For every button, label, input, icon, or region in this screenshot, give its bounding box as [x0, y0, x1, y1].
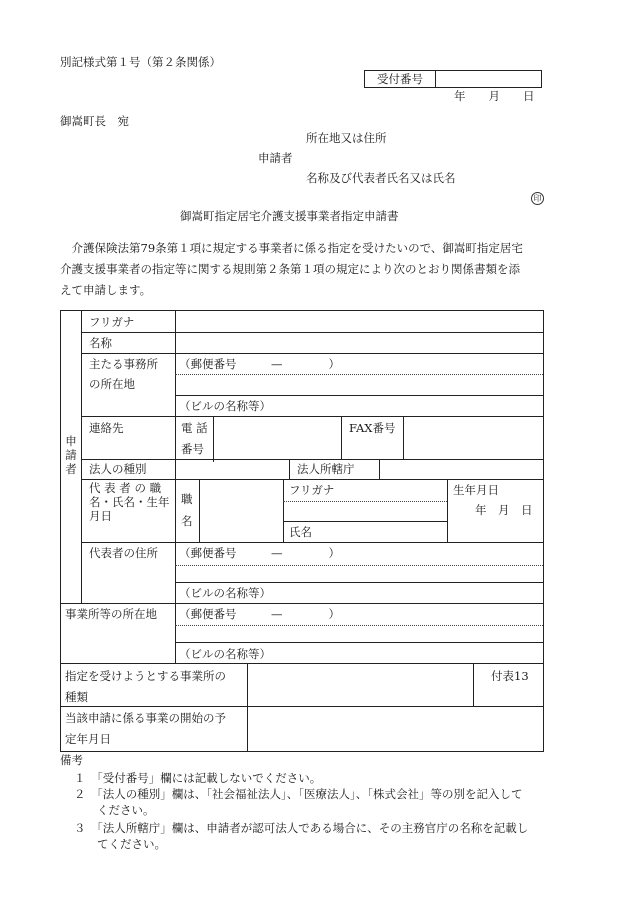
- rep-label-2: 名・氏名・生年: [89, 495, 170, 509]
- tel-label-1: 電 話: [181, 421, 208, 435]
- tel-label-2: 番号: [181, 442, 204, 456]
- post-label-2: 名: [181, 514, 193, 528]
- office-type-label-2: 種類: [65, 690, 88, 704]
- corp-type-label: 法人の種別: [89, 462, 147, 476]
- rep-furigana-label: フリガナ: [289, 483, 335, 497]
- fax-label: FAX番号: [349, 421, 396, 435]
- rep-label-1: 代 表 者 の 職: [89, 481, 162, 495]
- birth-date: 年 月 日: [475, 503, 533, 517]
- main-office-postal: （郵便番号 — ）: [179, 357, 340, 371]
- main-office-label-1: 主たる事務所: [89, 357, 158, 371]
- rep-name-label: 氏名: [289, 525, 312, 539]
- note-item: ください。: [74, 803, 155, 817]
- contact-label: 連絡先: [89, 421, 124, 435]
- intro-line-3: えて申請します。: [60, 283, 152, 297]
- attachment-label: 付表13: [491, 669, 529, 683]
- applicant-label: 申請者: [258, 151, 293, 165]
- start-date-label-2: 定年月日: [65, 732, 111, 746]
- rep-label-3: 月日: [89, 509, 112, 523]
- seal-mark: 印: [531, 192, 544, 205]
- note-item: ３ 「法人所轄庁」欄は、申請者が認可法人である場合に、その主務官庁の名称を記載し: [74, 821, 529, 835]
- form-number: 別記様式第１号（第２条関係）: [60, 55, 221, 69]
- office-location-label: 事業所等の所在地: [65, 607, 157, 621]
- document-title: 御嵩町指定居宅介護支援事業者指定申請書: [180, 209, 399, 223]
- addressee: 御嵩町長 宛: [60, 114, 129, 128]
- receipt-number-label: 受付番号: [365, 71, 436, 87]
- application-form-table: [60, 310, 544, 752]
- office-building: （ビルの名称等）: [179, 647, 271, 661]
- office-type-label-1: 指定を受けようとする事業所の: [65, 669, 226, 683]
- corp-authority-label: 法人所轄庁: [297, 462, 355, 476]
- furigana-label: フリガナ: [89, 315, 135, 329]
- start-date-label-1: 当該申請に係る事業の開始の予: [65, 711, 226, 725]
- rep-address-label: 代表者の住所: [89, 546, 158, 560]
- representative-name-label: 名称及び代表者氏名又は氏名: [306, 171, 456, 185]
- address-label: 所在地又は住所: [306, 131, 387, 145]
- birth-label: 生年月日: [453, 483, 499, 497]
- rep-address-building: （ビルの名称等）: [179, 586, 271, 600]
- note-item: ２ 「法人の種別」欄は、「社会福祉法人」、「医療法人」、「株式会社」等の別を記入して: [74, 787, 523, 801]
- notes-heading: 備考: [60, 753, 83, 767]
- main-office-building: （ビルの名称等）: [179, 399, 271, 413]
- main-office-label-2: の所在地: [89, 377, 135, 391]
- note-item: １ 「受付番号」欄には記載しないでください。: [74, 771, 322, 785]
- applicant-vertical-label: 申請者: [65, 434, 77, 476]
- intro-line-1: 介護保険法第79条第１項に規定する事業者に係る指定を受けたいので、御嵩町指定居宅: [60, 241, 523, 255]
- date-line: 年 月 日: [454, 89, 535, 103]
- rep-address-postal: （郵便番号 — ）: [179, 546, 340, 560]
- post-label-1: 職: [181, 492, 193, 506]
- receipt-number-box: [364, 70, 542, 88]
- office-postal: （郵便番号 — ）: [179, 607, 340, 621]
- note-item: てください。: [74, 837, 166, 851]
- name-label: 名称: [89, 336, 112, 350]
- intro-line-2: 介護支援事業者の指定等に関する規則第２条第１項の規定により次のとおり関係書類を添: [60, 262, 520, 276]
